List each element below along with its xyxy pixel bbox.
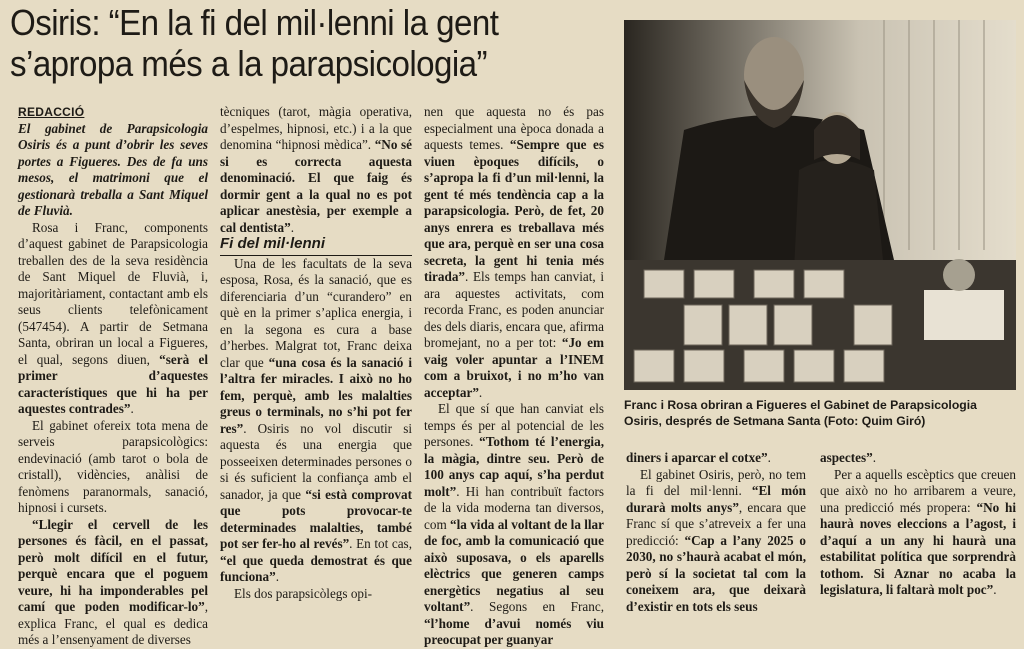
photo-caption: Franc i Rosa obriran a Figueres el Gabinet de Parapsicologia Osiris, després de Setmana Santa (Foto: Quim Giró) [624, 398, 977, 428]
paragraph: “Llegir el cervell de les persones és fàcil, en el passat, però molt difícil en el futur, perquè encara que el poguem veure, hi ha imponderables pel camí que poden modificar-lo”, explica Franc, el qual es dedica més a l’ensenyament de diverses [18, 516, 208, 647]
byline: REDACCIÓ [18, 105, 85, 119]
subheading: Fi del mil·lenni [220, 236, 412, 256]
lead-paragraph: El gabinet de Parapsicologia Osiris és a punt d’obrir les seves portes a Figueres. Des de fa uns mesos, el matrimoni que el gestionarà treballa a Sant Miquel de Fluvià. [18, 120, 208, 218]
headline-line-2: s’apropa més a la parapsicologia” [10, 43, 488, 84]
paragraph: diners i aparcar el cotxe”. [626, 450, 771, 465]
paragraph: El gabinet ofereix tota mena de serveis parapsicològics: endevinació (amb tarot o bola de cristall), vidències, anàlisi de fenòmens paranormals, sanació, hipnosi i cursets. [18, 417, 208, 515]
paragraph: Rosa i Franc, components d’aquest gabinet de Parapsicologia treballen des de la seva residència de Sant Miquel de Fluvià, i, majoritàriament, contactant amb els seus clients telefònicament (547454). A partir de Setmana Santa, obriran un local a Figueres, el qual, segons diuen, “serà el primer d’aquestes característiques que hi ha per aquestes contrades”. [18, 219, 209, 416]
paragraph: Els dos parapsicòlegs opi- [234, 585, 373, 601]
paragraph: tècniques (tarot, màgia operativa, d’espelmes, hipnosi, etc.) i a la que denomina “hipnosi mèdica”. “No sé si es correcta aquesta denominació. El que faig és dormir gent a la qual no es pot aplicar anestèsia, per exemple a cal dentista”. [220, 104, 412, 235]
headline [10, 2, 615, 84]
paragraph: aspectes”. [820, 450, 877, 465]
paragraph: nen que aquesta no és pas especialment una època donada a aquests temes. “Sempre que es viuen èpoques difícils, o s’apropa la fi d’un mil·lenni, la gent té més tendència cap a la parapsicologia. Però, de fet, 20 anys enrera es treballava més que ara, perquè en ser una cosa secreta, la gent hi tenia més tirada”. Els temps han canviat, i ara aquestes activitats, com recorda Franc, es poden anunciar des dels diaris, encara que, afirma bromejant, no a per tot: “Jo em vaig voler apuntar a l’INEM com a bruixot, i no m’ho van acceptar”. [424, 104, 604, 400]
photo [624, 20, 1016, 390]
column-2 [220, 104, 412, 602]
paragraph: El gabinet Osiris, però, no tem la fi del mil·lenni. “El món durarà molts anys”, encara que Franc sí que s’atreveix a fer una predicció: “Cap a l’any 2025 o 2030, no s’haurà acabat el món, però sí la societat tal com la coneixem ara, que deixarà d’existir en tots els seus [626, 466, 806, 614]
column-5 [820, 450, 1016, 599]
column-4 [626, 450, 806, 615]
column-3 [424, 104, 604, 649]
paragraph: Per a aquells escèptics que creuen que això no ho arribarem a veure, una predicció més propera: “No hi haurà noves eleccions a l’agost, i d’aquí a un any hi haurà una estabilitat política que sorprendrà tothom. Si Aznar no acaba la legislatura, li faltarà molt poc”. [820, 466, 1016, 597]
paragraph: Una de les facultats de la seva esposa, Rosa, és la sanació, que es diferenciaria d’un “curandero” en què en la primer s’aplica energia, i en la segona es cura a base d’herbes. Malgrat tot, Franc deixa clar que “una cosa és la sanació i l’altra fer miracles. I això no ho fem, perquè, amb les malalties greus o terminals, no s’hi pot fer res”. Osiris no vol discutir si aquesta és una energia que posseeixen determinades persones o si és suficient la confiança amb el sanador, ja que “si està comprovat que pots provocar-te determinades malalties, també pot ser fer-ho al revés”. En tot cas, “el que queda demostrat és que funciona”. [220, 255, 412, 584]
headline-line-1: Osiris: “En la fi del mil·lenni la gent [10, 2, 499, 43]
paragraph: El que sí que han canviat els temps és per al potencial de les persones. “Tothom té l’energia, la màgia, dintre seu. Però de 100 anys cap aquí, s’ha perdut molt”. Hi han contribuït factors de la vida moderna tan diversos, com “la vida al voltant de la llar de foc, amb la comunicació que això suposava, o els aparells elèctrics que generen camps energètics negatius al seu voltant”. Segons en Franc, “l’home d’avui només viu preocupat per guanyar [424, 401, 604, 647]
column-1 [18, 104, 208, 649]
